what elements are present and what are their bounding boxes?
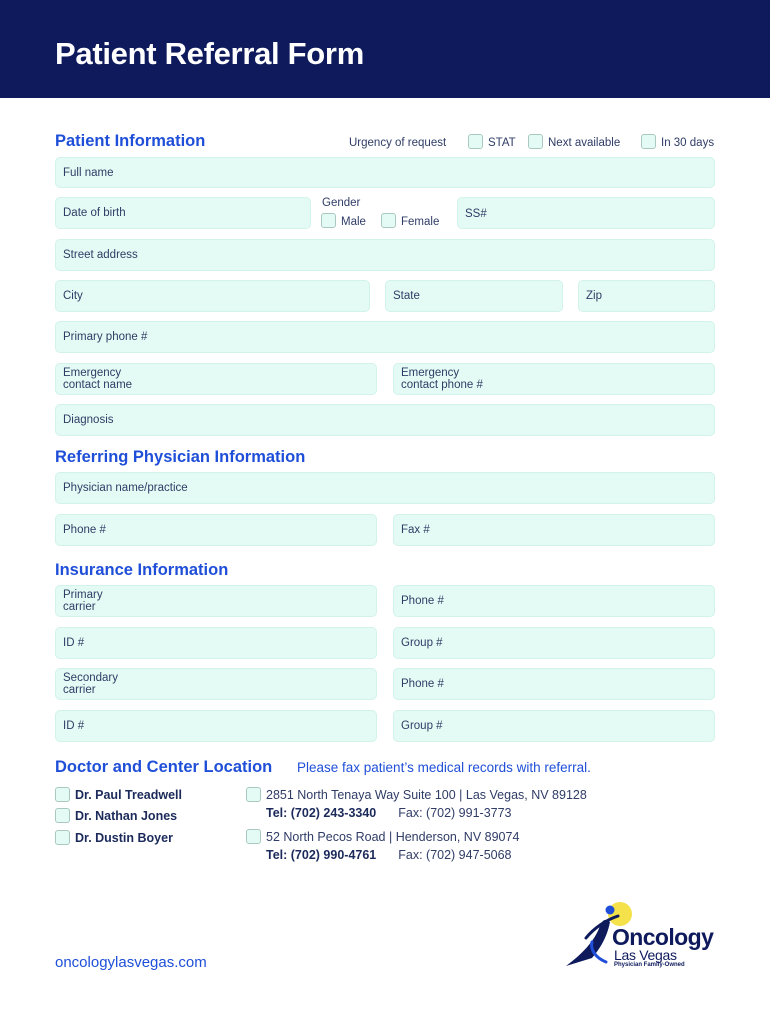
doctor-boyer-name: Dr. Dustin Boyer [75,831,173,845]
state-label: State [393,290,420,302]
secondary-id-field[interactable] [55,710,377,742]
urgency-stat-label: STAT [488,137,516,149]
physician-name-field[interactable] [55,472,715,504]
primary-group-field[interactable] [393,627,715,659]
urgency-30-days-checkbox[interactable] [641,134,656,149]
state-field[interactable] [385,280,563,312]
zip-label: Zip [586,290,602,302]
city-field[interactable] [55,280,370,312]
secondary-carrier-label: Secondary carrier [63,672,118,696]
insurance-section-title: Insurance Information [55,561,229,579]
primary-carrier-field[interactable] [55,585,377,617]
ss-field[interactable] [457,197,715,229]
location-pecos-fax: Fax: (702) 947-5068 [398,848,512,862]
primary-group-label: Group # [401,637,443,649]
location-tenaya-address: 2851 North Tenaya Way Suite 100 | Las Vegas, NV 89128 [266,788,587,802]
ss-label: SS# [465,208,487,220]
gender-male-label: Male [341,216,366,228]
emergency-contact-name-field[interactable] [55,363,377,395]
page-title: Patient Referral Form [55,36,364,71]
secondary-group-label: Group # [401,720,443,732]
urgency-stat-checkbox[interactable] [468,134,483,149]
secondary-insurance-phone-field[interactable] [393,668,715,700]
fax-records-note: Please fax patient’s medical records with referral. [297,760,591,775]
primary-insurance-phone-field[interactable] [393,585,715,617]
logo-tagline: Physician Family-Owned [614,962,685,968]
urgency-next-available-label: Next available [548,137,621,149]
diagnosis-label: Diagnosis [63,414,114,426]
secondary-insurance-phone-label: Phone # [401,678,444,690]
physician-name-label: Physician name/practice [63,482,188,494]
emergency-contact-phone-field[interactable] [393,363,715,395]
doctor-treadwell-name: Dr. Paul Treadwell [75,788,182,802]
physician-fax-label: Fax # [401,524,430,536]
doctor-section-title: Doctor and Center Location [55,758,273,776]
city-label: City [63,290,83,302]
logo-subtitle: Las Vegas [614,947,677,963]
location-tenaya-contact [266,806,512,820]
primary-carrier-label: Primary carrier [63,589,103,613]
location-pecos-address: 52 North Pecos Road | Henderson, NV 89074 [266,830,520,844]
street-address-label: Street address [63,249,138,261]
secondary-group-field[interactable] [393,710,715,742]
primary-id-label: ID # [63,637,85,649]
emergency-contact-phone-label: Emergency contact phone # [401,367,483,391]
location-pecos-tel: Tel: (702) 990-4761 [266,848,377,862]
primary-id-field[interactable] [55,627,377,659]
secondary-id-label: ID # [63,720,85,732]
urgency-30-days-label: In 30 days [661,137,715,149]
full-name-field[interactable] [55,157,715,188]
dob-field[interactable] [55,197,311,229]
physician-phone-label: Phone # [63,524,106,536]
doctor-boyer-checkbox[interactable] [55,830,70,845]
urgency-next-available-checkbox[interactable] [528,134,543,149]
gender-label: Gender [322,197,361,209]
primary-phone-field[interactable] [55,321,715,353]
patient-section-title: Patient Information [55,132,206,150]
urgency-label: Urgency of request [349,137,447,149]
gender-male-checkbox[interactable] [321,213,336,228]
gender-female-label: Female [401,216,440,228]
website-link[interactable]: oncologylasvegas.com [55,954,207,971]
emergency-contact-name-label: Emergency contact name [63,367,133,391]
diagnosis-field[interactable] [55,404,715,436]
zip-field[interactable] [578,280,715,312]
logo-title: Oncology [612,924,714,950]
oncology-logo [562,898,722,970]
location-tenaya-fax: Fax: (702) 991-3773 [398,806,512,820]
physician-section-title: Referring Physician Information [55,448,306,466]
secondary-carrier-field[interactable] [55,668,377,700]
gender-female-checkbox[interactable] [381,213,396,228]
physician-fax-field[interactable] [393,514,715,546]
location-pecos-contact [266,848,512,862]
full-name-label: Full name [63,166,114,179]
doctor-jones-name: Dr. Nathan Jones [75,809,178,823]
location-pecos-checkbox[interactable] [246,829,261,844]
doctor-treadwell-checkbox[interactable] [55,787,70,802]
street-address-field[interactable] [55,239,715,271]
doctor-jones-checkbox[interactable] [55,808,70,823]
primary-insurance-phone-label: Phone # [401,595,444,607]
location-tenaya-checkbox[interactable] [246,787,261,802]
location-tenaya-tel: Tel: (702) 243-3340 [266,806,377,820]
dob-label: Date of birth [63,207,126,219]
primary-phone-label: Primary phone # [63,331,148,343]
header-banner [0,0,770,98]
physician-phone-field[interactable] [55,514,377,546]
